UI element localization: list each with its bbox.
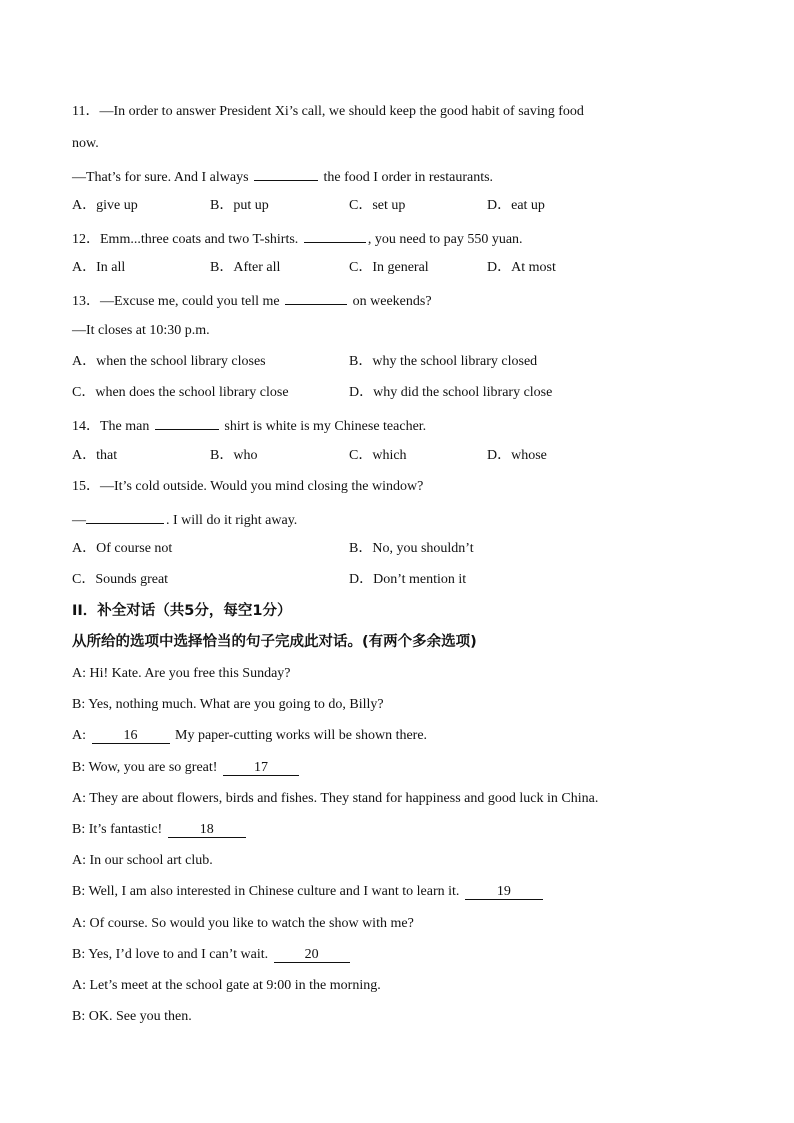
q15-text-pre: — (72, 513, 86, 528)
q14-option-a: A．that (72, 448, 118, 463)
q13-text-pre: 13．—Excuse me, could you tell me (72, 294, 280, 309)
q14-option-b: B．who (210, 448, 258, 463)
q12-option-a: A．In all (72, 260, 126, 275)
q15-line1: 15．—It’s cold outside. Would you mind closing the window? (72, 479, 424, 494)
q11-line1: 11．—In order to answer President Xi’s call, we should keep the good habit of saving food (72, 104, 584, 119)
dialogue-line-11: A: Let’s meet at the school gate at 9:00 in the morning. (72, 978, 381, 993)
q11-text-pre: —That’s for sure. And I always (72, 170, 249, 185)
q11-option-d: D．eat up (487, 198, 545, 213)
q15-option-c: C．Sounds great (72, 572, 169, 587)
dialogue-text: B: Wow, you are so great! (72, 760, 218, 775)
q13-line1 (72, 290, 432, 311)
dialogue-line-1: A: Hi! Kate. Are you free this Sunday? (72, 666, 291, 681)
q11-line3 (72, 166, 493, 187)
q15-option-b: B．No, you shouldn’t (349, 541, 474, 556)
dialogue-line-5: A: They are about flowers, birds and fishes. They stand for happiness and good luck in China. (72, 791, 599, 806)
q12-option-b: B．After all (210, 260, 281, 275)
blank-19: 19 (465, 884, 543, 900)
dialogue-line-8 (72, 883, 545, 901)
dialogue-line-10 (72, 946, 352, 964)
q13-text-post: on weekends? (352, 294, 432, 309)
q12-line (72, 228, 523, 249)
dialogue-text: B: Yes, I’d love to and I can’t wait. (72, 947, 269, 962)
q15-line2 (72, 509, 297, 530)
q11-option-b: B．put up (210, 198, 269, 213)
q14-line (72, 415, 426, 436)
dialogue-line-3 (72, 727, 427, 745)
section-instruction: 从所给的选项中选择恰当的句子完成此对话。(有两个多余选项) (72, 634, 477, 650)
dialogue-line-12: B: OK. See you then. (72, 1009, 192, 1024)
dialogue-line-7: A: In our school art club. (72, 853, 213, 868)
q14-blank (155, 415, 219, 430)
dialogue-text: B: It’s fantastic! (72, 822, 163, 837)
q13-blank (285, 290, 347, 305)
q12-option-c: C．In general (349, 260, 429, 275)
q11-blank (254, 166, 318, 181)
q13-line2: —It closes at 10:30 p.m. (72, 323, 210, 338)
q15-option-a: A．Of course not (72, 541, 173, 556)
q12-text-pre: 12．Emm...three coats and two T-shirts. (72, 232, 299, 247)
q12-text-post: , you need to pay 550 yuan. (367, 232, 523, 247)
dialogue-line-6 (72, 821, 248, 839)
dialogue-text: B: Well, I am also interested in Chinese culture and I want to learn it. (72, 884, 460, 899)
q15-blank (86, 509, 164, 524)
q11-text-post: the food I order in restaurants. (323, 170, 494, 185)
q14-text-post: shirt is white is my Chinese teacher. (224, 419, 427, 434)
dialogue-line-2: B: Yes, nothing much. What are you going to do, Billy? (72, 697, 384, 712)
q12-option-d: D．At most (487, 260, 556, 275)
dialogue-line-4 (72, 759, 301, 777)
q13-option-c: C．when does the school library close (72, 385, 289, 400)
q14-option-d: D．whose (487, 448, 547, 463)
q14-option-c: C．which (349, 448, 407, 463)
dialogue-line-9: A: Of course. So would you like to watch the show with me? (72, 916, 414, 931)
q13-option-d: D．why did the school library close (349, 385, 553, 400)
dialogue-text: My paper-cutting works will be shown there. (175, 728, 428, 743)
q11-option-a: A．give up (72, 198, 138, 213)
q12-blank (304, 228, 366, 243)
section-heading: II．补全对话（共5分，每空1分） (72, 603, 292, 619)
dialogue-speaker: A: (72, 728, 86, 743)
blank-18: 18 (168, 822, 246, 838)
q14-text-pre: 14．The man (72, 419, 150, 434)
blank-20: 20 (274, 947, 350, 963)
blank-17: 17 (223, 760, 299, 776)
q15-text-post: . I will do it right away. (166, 513, 298, 528)
q15-option-d: D．Don’t mention it (349, 572, 467, 587)
q13-option-a: A．when the school library closes (72, 354, 266, 369)
q11-line2: now. (72, 136, 99, 151)
q13-option-b: B．why the school library closed (349, 354, 538, 369)
blank-16: 16 (92, 728, 170, 744)
q11-option-c: C．set up (349, 198, 406, 213)
